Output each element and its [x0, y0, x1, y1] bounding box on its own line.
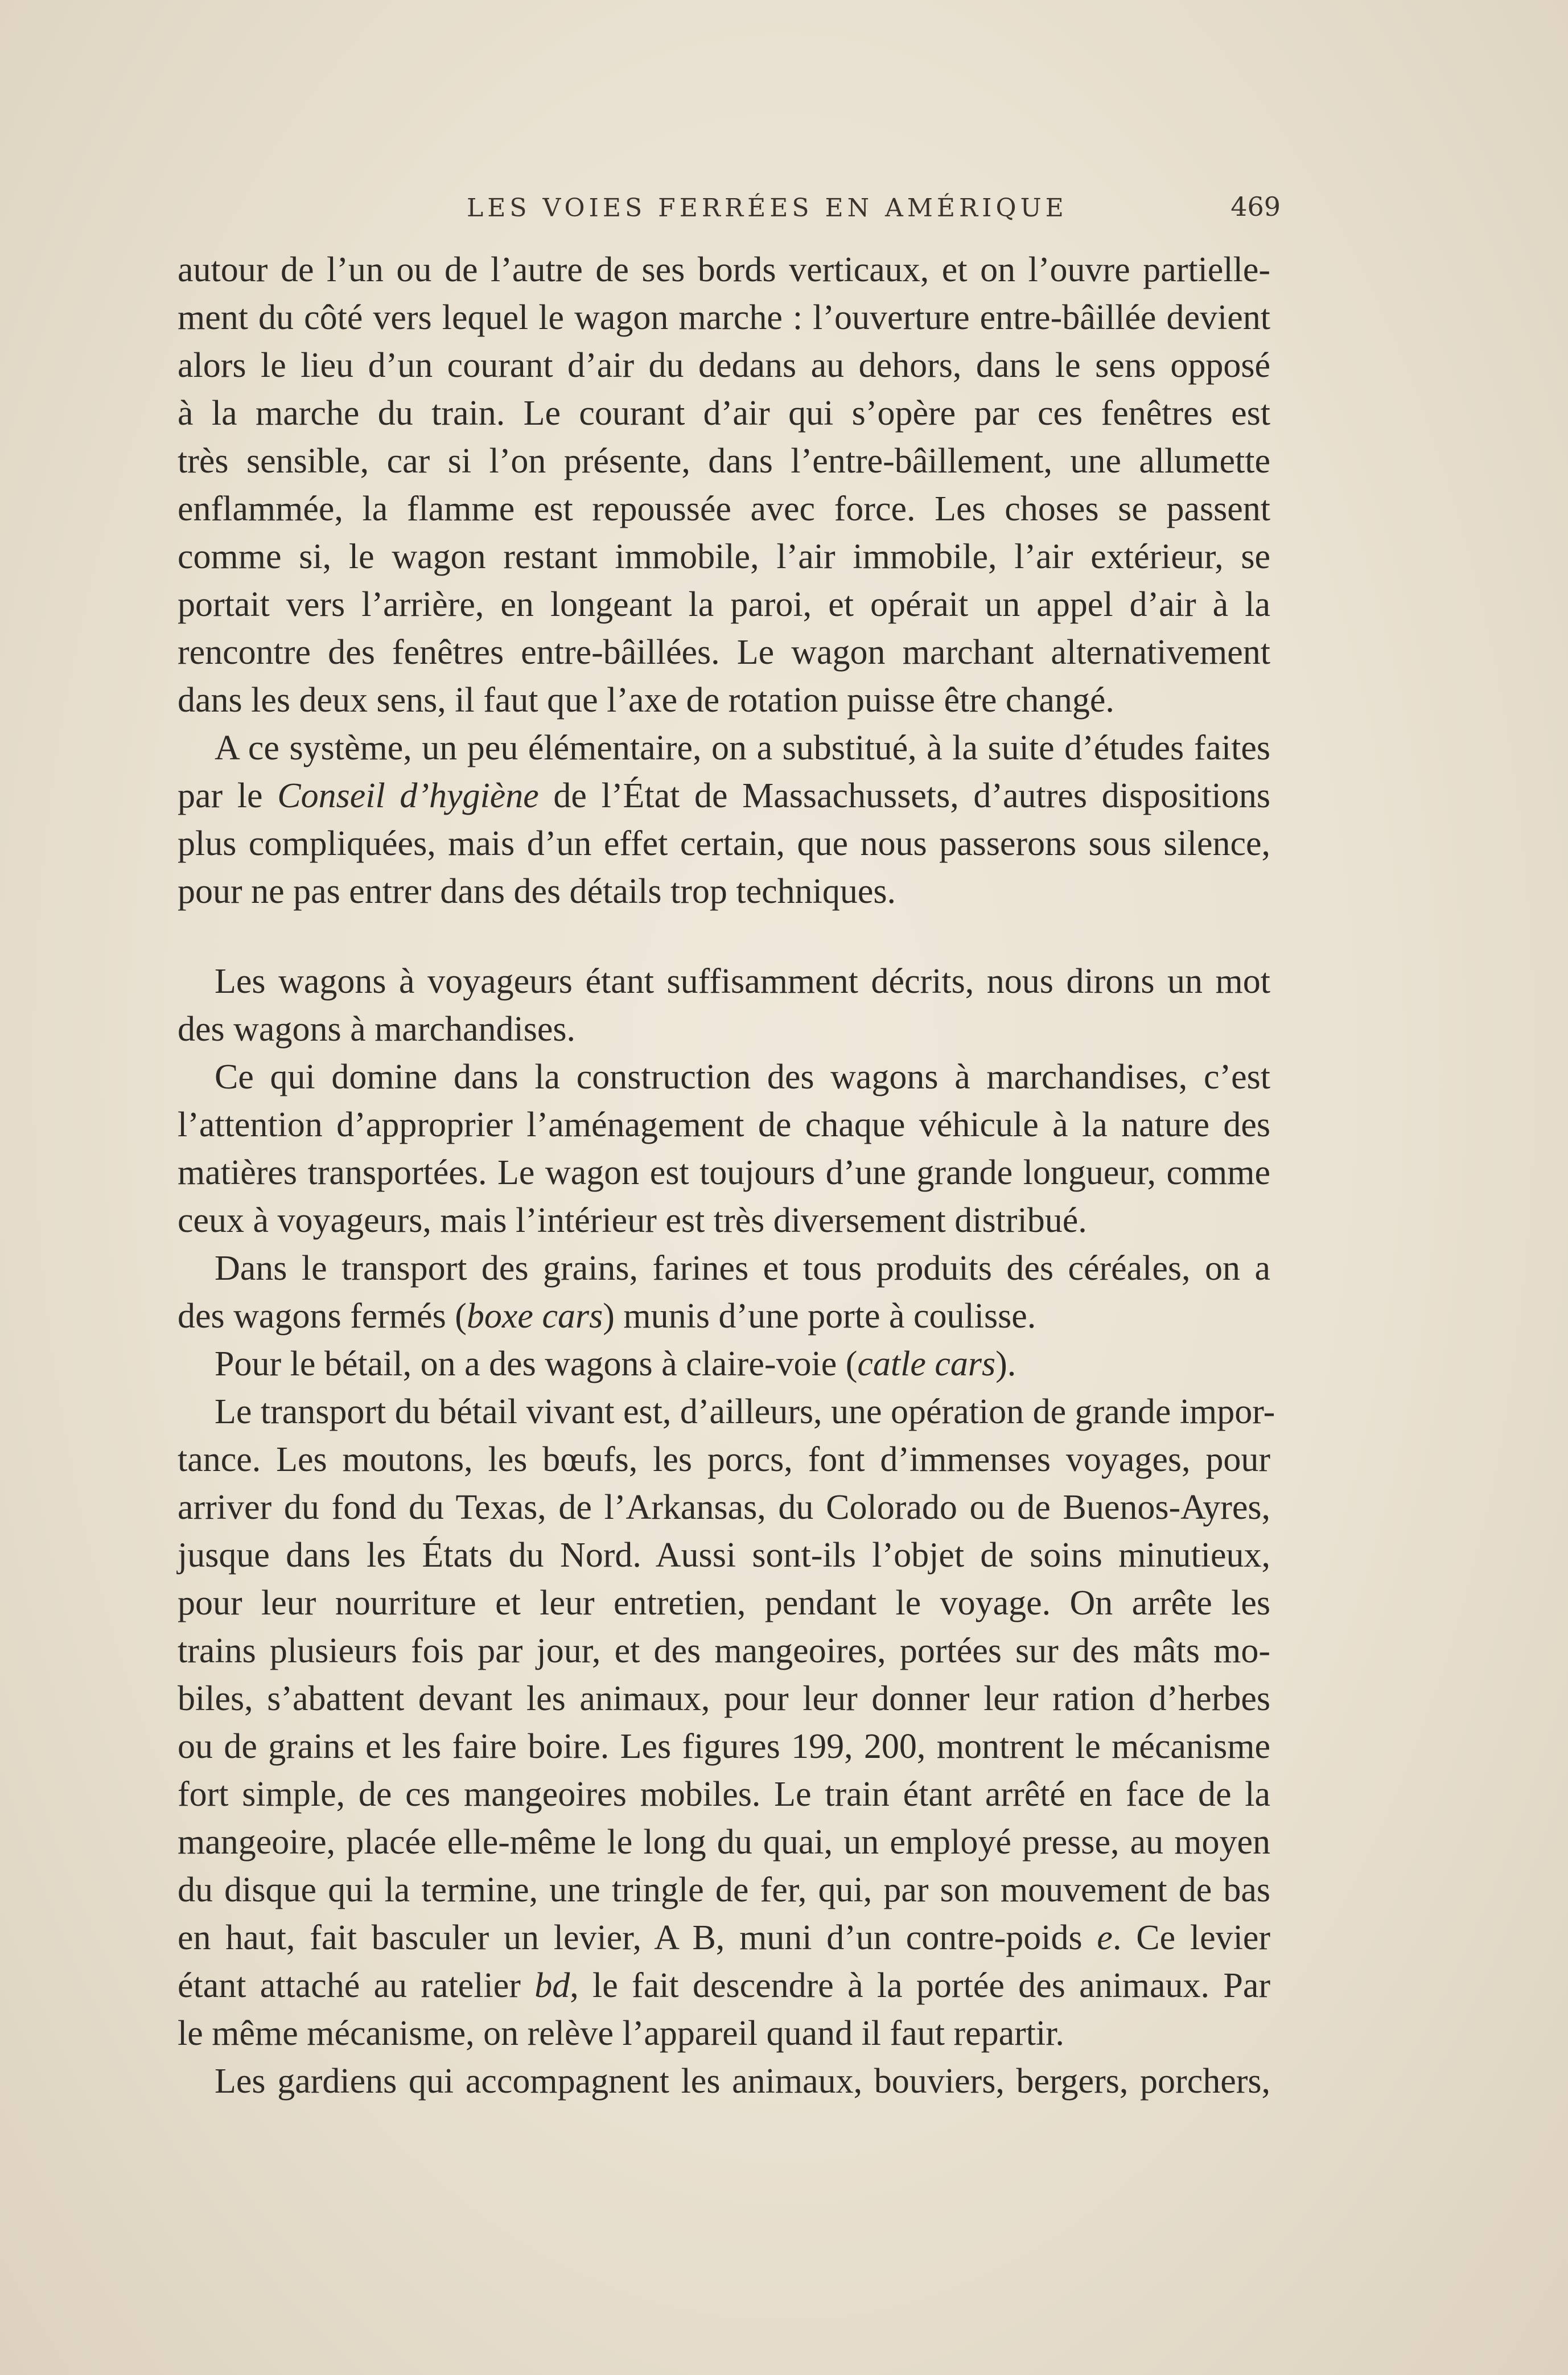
paragraph-6: [178, 1340, 1270, 1388]
text-line: Les wagons à voyageurs étant suffisamment décrits, nous dirons un mot: [215, 962, 1270, 1001]
text-line: le même mécanisme, on relève l’appareil quand il faut repartir.: [178, 2014, 1064, 2053]
text-line: ou de grains et les faire boire. Les figures 199, 200, montrent le mécanisme: [178, 1727, 1270, 1766]
text-line: matières transportées. Le wagon est toujours d’une grande longueur, comme: [178, 1153, 1270, 1192]
text-line: à la marche du train. Le courant d’air qui s’opère par ces fenêtres est: [178, 394, 1270, 433]
text-run: des wagons fermés (: [178, 1297, 467, 1336]
italic-term: boxe cars: [466, 1297, 603, 1336]
running-title: LES VOIES FERRÉES EN AMÉRIQUE: [467, 194, 1068, 223]
text-line: ment du côté vers lequel le wagon marche : l’ouverture entre-bâillée devient: [178, 298, 1270, 337]
text-line: arriver du fond du Texas, de l’Arkansas, du Colorado ou de Buenos-Ayres,: [178, 1488, 1270, 1527]
text-line: A ce système, un peu élémentaire, on a substitué, à la suite d’études faites: [215, 729, 1270, 767]
text-line: des wagons à marchandises.: [178, 1010, 576, 1049]
text-line: biles, s’abattent devant les animaux, pour leur donner leur ration d’herbes: [178, 1679, 1270, 1718]
text-run: ) munis d’une porte à coulisse.: [603, 1297, 1036, 1336]
text-line: enflammée, la flamme est repoussée avec force. Les choses se passent: [178, 490, 1270, 528]
paragraph-8: [178, 2057, 1270, 2105]
text-line: fort simple, de ces mangeoires mobiles. Le train étant arrêté en face de la: [178, 1775, 1270, 1814]
text-run: en haut, fait basculer un levier, A B, muni d’un contre-poids: [178, 1918, 1097, 1957]
text-line: trains plusieurs fois par jour, et des mangeoires, portées sur des mâts mo-: [178, 1632, 1270, 1670]
text-line: du disque qui la termine, une tringle de fer, qui, par son mouvement de bas: [178, 1871, 1270, 1909]
text-line: très sensible, car si l’on présente, dans l’entre-bâillement, une allumette: [178, 442, 1270, 480]
italic-term: Conseil d’hygiène: [277, 776, 539, 815]
text-line: Ce qui domine dans la construction des wagons à marchandises, c’est: [215, 1058, 1270, 1096]
paragraph-5: [178, 1244, 1270, 1340]
text-run: Pour le bétail, on a des wagons à claire-voie (: [215, 1345, 858, 1383]
text-line: [178, 1914, 1270, 1962]
italic-term: bd: [534, 1966, 570, 2005]
text-line: [178, 1292, 1270, 1340]
text-line: pour ne pas entrer dans des détails trop techniques.: [178, 872, 896, 911]
paragraph-2: [178, 724, 1270, 915]
text-run: . Ce levier: [1112, 1918, 1270, 1957]
text-run: par le: [178, 776, 278, 815]
text-line: autour de l’un ou de l’autre de ses bords verticaux, et on l’ouvre partielle-: [178, 250, 1270, 289]
text-run: ).: [995, 1345, 1016, 1383]
italic-term: e: [1097, 1918, 1113, 1957]
text-line: Le transport du bétail vivant est, d’ailleurs, une opération de grande impor-: [215, 1392, 1275, 1431]
body-text: [178, 246, 1275, 2105]
text-run: de l’État de Massachussets, d’autres dispositions: [538, 776, 1270, 815]
paragraph-4: [178, 1053, 1270, 1244]
running-head: [171, 188, 1281, 233]
text-line: pour leur nourriture et leur entretien, pendant le voyage. On arrête les: [178, 1584, 1270, 1622]
text-line: ceux à voyageurs, mais l’intérieur est très diversement distribué.: [178, 1201, 1087, 1240]
paragraph-3: [178, 958, 1270, 1053]
text-line: Dans le transport des grains, farines et tous produits des céréales, on a: [215, 1249, 1270, 1288]
text-line: Les gardiens qui accompagnent les animaux, bouviers, bergers, porchers,: [215, 2062, 1270, 2101]
paragraph-1: [178, 246, 1270, 724]
text-line: jusque dans les États du Nord. Aussi sont-ils l’objet de soins minutieux,: [178, 1536, 1270, 1575]
text-line: mangeoire, placée elle-même le long du quai, un employé presse, au moyen: [178, 1823, 1270, 1862]
text-run: , le fait descendre à la portée des animaux. Par: [570, 1966, 1270, 2005]
text-line: [178, 1962, 1270, 2010]
text-line: tance. Les moutons, les bœufs, les porcs, font d’immenses voyages, pour: [178, 1440, 1270, 1479]
text-run: étant attaché au ratelier: [178, 1966, 535, 2005]
text-line: rencontre des fenêtres entre-bâillées. Le wagon marchant alternativement: [178, 633, 1270, 672]
text-line: portait vers l’arrière, en longeant la paroi, et opérait un appel d’air à la: [178, 585, 1270, 624]
text-line: l’attention d’approprier l’aménagement de chaque véhicule à la nature des: [178, 1106, 1270, 1144]
paragraph-gap: [178, 915, 1270, 958]
text-line: alors le lieu d’un courant d’air du dedans au dehors, dans le sens opposé: [178, 346, 1270, 385]
page-number: 469: [1230, 191, 1281, 222]
paragraph-7: [178, 1388, 1275, 2057]
text-line: [178, 772, 1270, 820]
text-line: comme si, le wagon restant immobile, l’air immobile, l’air extérieur, se: [178, 537, 1270, 576]
text-line: dans les deux sens, il faut que l’axe de rotation puisse être changé.: [178, 681, 1114, 720]
text-line: plus compliquées, mais d’un effet certain, que nous passerons sous silence,: [178, 824, 1270, 863]
text-line: [178, 1340, 1270, 1388]
italic-term: catle cars: [857, 1345, 996, 1383]
